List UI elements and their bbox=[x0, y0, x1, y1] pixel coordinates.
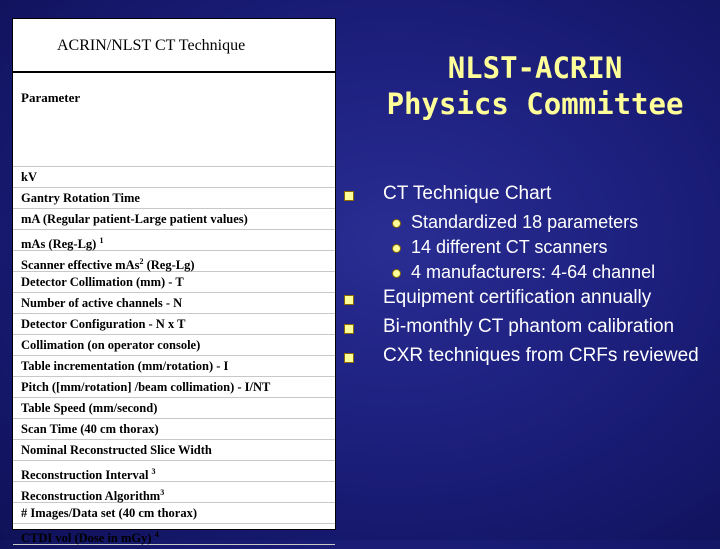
table-row bbox=[13, 167, 335, 188]
parameter-label: Detector Configuration - N x T bbox=[21, 317, 186, 331]
parameter-label: Scanner effective mAs bbox=[21, 258, 140, 273]
table-row bbox=[13, 398, 335, 419]
bullet-item bbox=[340, 315, 715, 338]
footnote-marker: 4 bbox=[154, 530, 159, 539]
parameter-label: Pitch ([mm/rotation] /beam collimation) - I/NT bbox=[21, 380, 271, 394]
square-bullet-icon bbox=[344, 353, 354, 363]
table-title: ACRIN/NLST CT Technique bbox=[13, 19, 335, 73]
slide-title-line2: Physics Committee bbox=[386, 87, 684, 121]
table-row bbox=[13, 482, 335, 503]
parameter-label: Table Speed (mm/second) bbox=[21, 401, 158, 415]
parameter-label: # Images/Data set (40 cm thorax) bbox=[21, 506, 198, 520]
table-row bbox=[13, 293, 335, 314]
square-bullet-icon bbox=[344, 191, 354, 201]
bullet-text: CXR techniques from CRFs reviewed bbox=[383, 345, 699, 366]
parameter-label: kV bbox=[21, 170, 37, 184]
table-row bbox=[13, 209, 335, 230]
sub-bullet-item bbox=[340, 236, 715, 259]
parameter-label: Number of active channels - N bbox=[21, 296, 183, 310]
table-row bbox=[13, 524, 335, 545]
table-row bbox=[13, 272, 335, 293]
round-bullet-icon bbox=[392, 244, 401, 253]
parameter-label-suffix: (Reg-Lg) bbox=[143, 258, 195, 273]
table-row bbox=[13, 230, 335, 251]
round-bullet-icon bbox=[392, 269, 401, 278]
table-row bbox=[13, 461, 335, 482]
footnote-marker: 3 bbox=[160, 488, 165, 497]
bullet-list bbox=[340, 182, 715, 373]
parameter-label: Scan Time (40 cm thorax) bbox=[21, 422, 159, 436]
footnote-marker: 1 bbox=[99, 236, 104, 245]
slide-title-line1: NLST-ACRIN bbox=[447, 51, 623, 85]
table-row bbox=[13, 335, 335, 356]
bullet-item bbox=[340, 182, 715, 205]
table-rows bbox=[13, 167, 335, 545]
slide-title bbox=[360, 50, 710, 122]
footnote-marker: 3 bbox=[151, 467, 156, 476]
table-row bbox=[13, 440, 335, 461]
parameter-label: Reconstruction Interval bbox=[21, 468, 152, 483]
parameter-label: Table incrementation (mm/rotation) - I bbox=[21, 359, 229, 373]
parameter-label: mAs (Reg-Lg) bbox=[21, 237, 100, 252]
sub-bullet-text: 14 different CT scanners bbox=[411, 237, 608, 257]
table-row bbox=[13, 251, 335, 272]
square-bullet-icon bbox=[344, 324, 354, 334]
parameter-label: Collimation (on operator console) bbox=[21, 338, 201, 352]
bullet-text: Bi-monthly CT phantom calibration bbox=[383, 316, 675, 337]
square-bullet-icon bbox=[344, 295, 354, 305]
sub-bullet-item bbox=[340, 211, 715, 234]
table-row bbox=[13, 314, 335, 335]
parameter-label: Reconstruction Algorithm bbox=[21, 489, 161, 504]
bullet-item bbox=[340, 286, 715, 309]
table-row bbox=[13, 356, 335, 377]
sub-bullet-text: 4 manufacturers: 4-64 channel bbox=[411, 262, 656, 282]
table-row bbox=[13, 377, 335, 398]
bullet-item bbox=[340, 344, 715, 367]
parameter-label: Gantry Rotation Time bbox=[21, 191, 140, 205]
technique-table bbox=[12, 18, 336, 546]
parameter-label: Detector Collimation (mm) - T bbox=[21, 275, 184, 289]
parameter-label: Nominal Reconstructed Slice Width bbox=[21, 443, 212, 457]
table-row bbox=[13, 503, 335, 524]
sub-bullet-text: Standardized 18 parameters bbox=[411, 212, 639, 232]
parameter-label: mA (Regular patient-Large patient values) bbox=[21, 212, 248, 226]
table-row bbox=[13, 188, 335, 209]
bullet-text: Equipment certification annually bbox=[383, 287, 652, 308]
sub-bullet-item bbox=[340, 261, 715, 284]
round-bullet-icon bbox=[392, 219, 401, 228]
footnote-marker: 2 bbox=[139, 257, 144, 266]
table-header: Parameter bbox=[13, 73, 335, 167]
parameter-label: CTDI vol (Dose in mGy) bbox=[21, 531, 155, 546]
bullet-text: CT Technique Chart bbox=[383, 183, 552, 204]
table-row bbox=[13, 419, 335, 440]
